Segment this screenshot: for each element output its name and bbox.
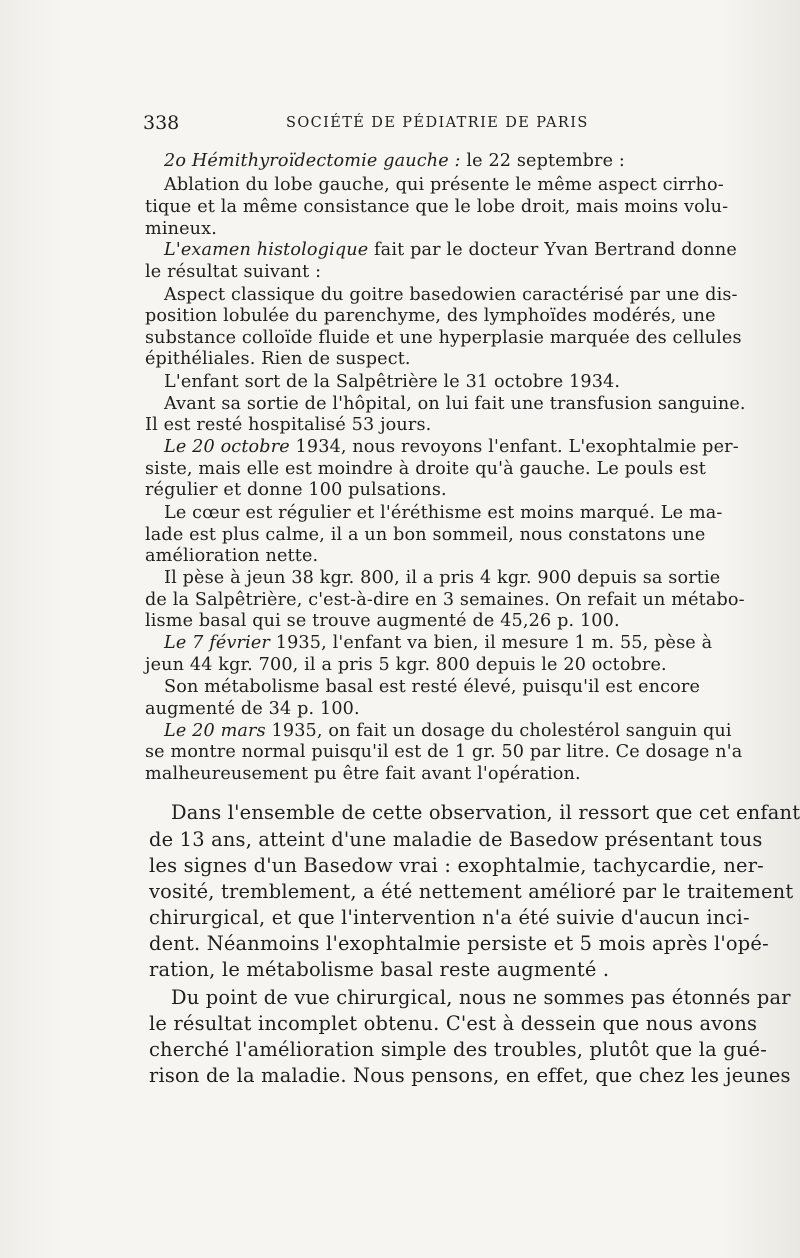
text-run: jeun 44 kgr. 700, il a pris 5 kgr. 800 depuis le 20 octobre. xyxy=(145,655,667,675)
text-line xyxy=(164,676,700,698)
text-line xyxy=(149,957,609,983)
text-line xyxy=(149,879,793,905)
text-run: 1934, nous revoyons l'enfant. L'exophtalmie per- xyxy=(289,437,739,457)
text-run: L'enfant sort de la Salpêtrière le 31 octobre 1934. xyxy=(164,372,621,392)
text-line xyxy=(145,414,431,436)
text-run: lisme basal qui se trouve augmenté de 45,26 p. 100. xyxy=(145,611,620,631)
text-run: tique et la même consistance que le lobe droit, mais moins volu- xyxy=(145,197,729,217)
text-run: position lobulée du parenchyme, des lymphoïdes modérés, une xyxy=(145,306,716,326)
text-line xyxy=(164,239,737,261)
text-run: dent. Néanmoins l'exophtalmie persiste et 5 mois après l'opé- xyxy=(149,932,769,955)
text-line xyxy=(145,327,742,349)
text-line xyxy=(145,741,742,763)
text-run: chirurgical, et que l'intervention n'a été suivie d'aucun inci- xyxy=(149,906,750,929)
text-line xyxy=(149,1011,757,1037)
text-emphasis: Le 7 février xyxy=(164,633,270,653)
text-emphasis: Le 20 mars xyxy=(164,721,266,741)
text-line xyxy=(145,261,321,283)
text-run: Ablation du lobe gauche, qui présente le même aspect cirrho- xyxy=(164,175,724,195)
text-run: mineux. xyxy=(145,219,217,239)
text-line xyxy=(164,393,746,415)
text-run: fait par le docteur Yvan Bertrand donne xyxy=(368,240,737,260)
text-line xyxy=(164,174,724,196)
text-run: Avant sa sortie de l'hôpital, on lui fait une transfusion sanguine. xyxy=(164,394,746,414)
text-run: cherché l'amélioration simple des troubles, plutôt que la gué- xyxy=(149,1038,767,1061)
text-line xyxy=(171,800,800,826)
text-run: Son métabolisme basal est resté élevé, puisqu'il est encore xyxy=(164,677,701,697)
text-emphasis: L'examen histologique xyxy=(164,240,369,260)
text-run: se montre normal puisqu'il est de 1 gr. 50 par litre. Ce dosage n'a xyxy=(145,742,743,762)
text-line xyxy=(145,458,706,480)
text-run: vosité, tremblement, a été nettement amélioré par le traitement xyxy=(149,880,794,903)
text-line xyxy=(149,905,750,931)
text-line xyxy=(164,436,739,458)
text-line xyxy=(145,479,447,501)
text-run: épithéliales. Rien de suspect. xyxy=(145,349,411,369)
text-run: malheureusement pu être fait avant l'opération. xyxy=(145,764,581,784)
text-line xyxy=(164,567,720,589)
text-emphasis: 2o Hémithyroïdectomie gauche : xyxy=(164,151,461,171)
text-run: le résultat suivant : xyxy=(145,262,322,282)
text-emphasis: Le 20 octobre xyxy=(164,437,290,457)
text-run: rison de la maladie. Nous pensons, en effet, que chez les jeunes xyxy=(149,1064,791,1087)
text-run: augmenté de 34 p. 100. xyxy=(145,699,360,719)
text-run: le résultat incomplet obtenu. C'est à dessein que nous avons xyxy=(149,1012,758,1035)
text-line xyxy=(164,150,625,172)
text-run: 1935, l'enfant va bien, il mesure 1 m. 55, pèse à xyxy=(270,633,713,653)
text-line xyxy=(145,589,745,611)
text-run: lade est plus calme, il a un bon sommeil, nous constatons une xyxy=(145,525,706,545)
text-run: substance colloïde fluide et une hyperplasie marquée des cellules xyxy=(145,328,742,348)
text-line xyxy=(145,654,667,676)
page-number: 338 xyxy=(143,112,180,134)
text-run: Aspect classique du goitre basedowien caractérisé par une dis- xyxy=(164,285,738,305)
page-header xyxy=(143,112,727,138)
text-line xyxy=(149,1037,767,1063)
text-line xyxy=(164,371,620,393)
text-run: ration, le métabolisme basal reste augmenté . xyxy=(149,958,610,981)
running-head: SOCIÉTÉ DE PÉDIATRIE DE PARIS xyxy=(286,115,589,131)
text-run: le 22 septembre : xyxy=(460,151,626,171)
text-line xyxy=(164,502,723,524)
text-run: les signes d'un Basedow vrai : exophtalmie, tachycardie, ner- xyxy=(149,854,764,877)
text-run: 1935, on fait un dosage du cholestérol sanguin qui xyxy=(265,721,732,741)
text-line xyxy=(145,763,581,785)
text-line xyxy=(164,720,732,742)
text-run: Dans l'ensemble de cette observation, il ressort que cet enfant xyxy=(171,801,800,824)
text-line xyxy=(145,524,705,546)
text-line xyxy=(145,610,620,632)
text-run: de la Salpêtrière, c'est-à-dire en 3 semaines. On refait un métabo- xyxy=(145,590,745,610)
text-run: de 13 ans, atteint d'une maladie de Basedow présentant tous xyxy=(149,828,763,851)
text-run: régulier et donne 100 pulsations. xyxy=(145,480,447,500)
text-line xyxy=(145,348,411,370)
text-line xyxy=(164,632,712,654)
text-line xyxy=(164,284,738,306)
text-run: Il pèse à jeun 38 kgr. 800, il a pris 4 kgr. 900 depuis sa sortie xyxy=(164,568,721,588)
text-line xyxy=(145,545,318,567)
text-run: Il est resté hospitalisé 53 jours. xyxy=(145,415,432,435)
text-line xyxy=(145,305,716,327)
text-line xyxy=(149,931,769,957)
text-line xyxy=(149,853,764,879)
text-line xyxy=(145,218,217,240)
text-line xyxy=(171,985,791,1011)
text-line xyxy=(145,196,728,218)
text-run: Du point de vue chirurgical, nous ne sommes pas étonnés par xyxy=(171,986,791,1009)
text-line xyxy=(149,1063,791,1089)
text-run: Le cœur est régulier et l'éréthisme est moins marqué. Le ma- xyxy=(164,503,723,523)
text-run: amélioration nette. xyxy=(145,546,319,566)
text-line xyxy=(149,827,763,853)
text-run: siste, mais elle est moindre à droite qu'à gauche. Le pouls est xyxy=(145,459,706,479)
text-line xyxy=(145,698,360,720)
